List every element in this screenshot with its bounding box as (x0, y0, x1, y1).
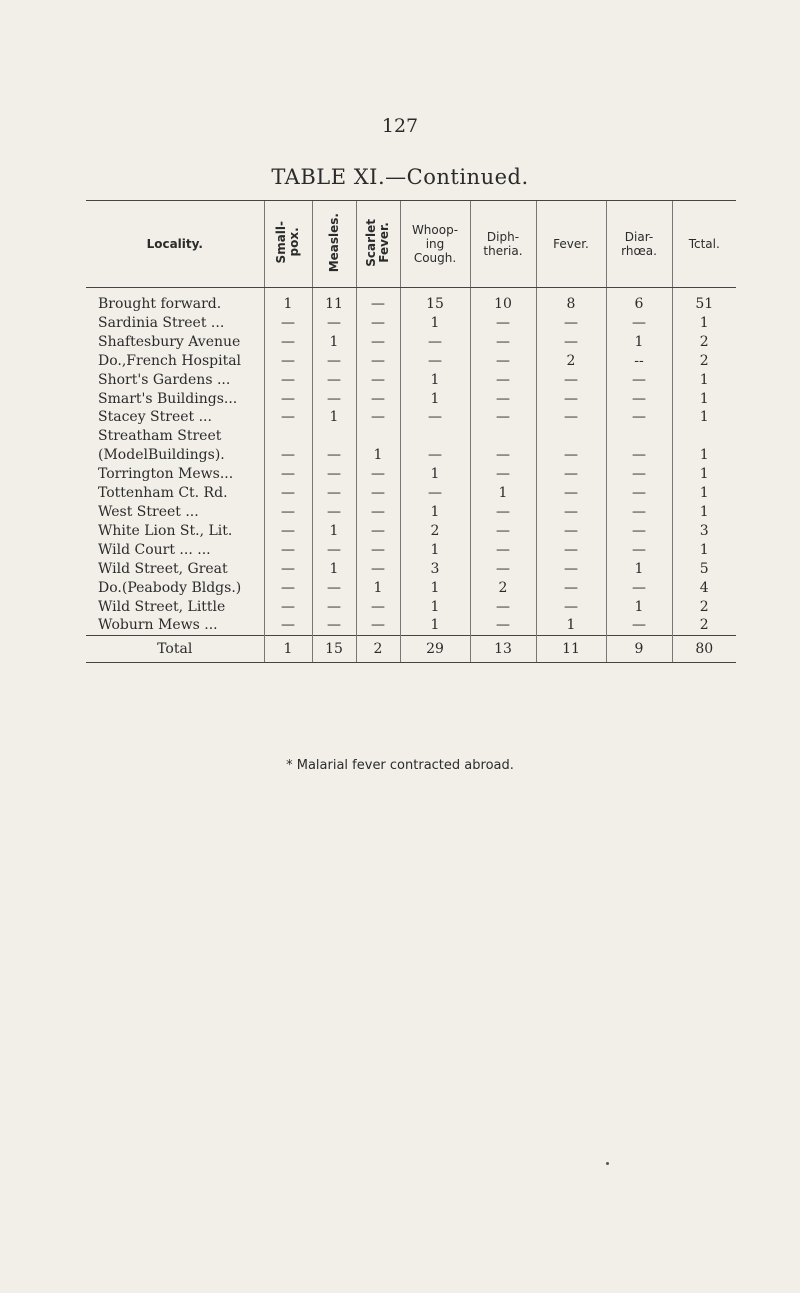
value-cell: 1 (400, 314, 470, 333)
value-cell: — (470, 541, 536, 560)
table-body (86, 288, 736, 636)
value-cell: 1 (312, 522, 356, 541)
locality-cell: Stacey Street ... (98, 409, 212, 426)
value-cell: — (312, 446, 356, 465)
value-cell: — (470, 446, 536, 465)
total-value: 1 (264, 636, 312, 663)
value-cell: — (264, 484, 312, 503)
locality-cell: Sardinia Street ... (98, 314, 225, 331)
header-diphtheria: Diph- theria. (470, 201, 536, 288)
value-cell: 1 (672, 541, 736, 560)
value-cell: — (356, 314, 400, 333)
locality-cell: White Lion St., Lit. (98, 522, 233, 539)
value-cell: 11 (312, 288, 356, 314)
value-cell (606, 427, 672, 446)
value-cell: — (606, 408, 672, 427)
total-value: 11 (536, 636, 606, 663)
value-cell: 1 (672, 465, 736, 484)
value-cell: — (312, 484, 356, 503)
value-cell: — (536, 371, 606, 390)
value-cell: 1 (672, 371, 736, 390)
value-cell: 1 (672, 484, 736, 503)
value-cell: — (356, 616, 400, 635)
value-cell: — (356, 390, 400, 409)
value-cell: — (264, 541, 312, 560)
table-row (86, 390, 736, 409)
value-cell: — (264, 560, 312, 579)
value-cell: — (264, 616, 312, 635)
value-cell: 51 (672, 288, 736, 314)
value-cell: — (356, 598, 400, 617)
value-cell: — (356, 522, 400, 541)
value-cell: — (606, 522, 672, 541)
value-cell: — (264, 408, 312, 427)
value-cell: — (606, 484, 672, 503)
value-cell: — (312, 352, 356, 371)
value-cell: 2 (470, 579, 536, 598)
value-cell: 1 (312, 333, 356, 352)
table-row (86, 522, 736, 541)
value-cell: 1 (400, 598, 470, 617)
value-cell: 1 (672, 314, 736, 333)
value-cell: — (264, 522, 312, 541)
value-cell: — (536, 484, 606, 503)
header-total: Tctal. (672, 201, 736, 288)
value-cell: 1 (672, 446, 736, 465)
value-cell: — (264, 465, 312, 484)
value-cell: — (356, 408, 400, 427)
value-cell: — (312, 390, 356, 409)
value-cell: 1 (470, 484, 536, 503)
disease-table-container (86, 200, 736, 663)
value-cell: — (356, 484, 400, 503)
footnote: * Malarial fever contracted abroad. (286, 758, 514, 773)
value-cell: — (312, 598, 356, 617)
value-cell: — (536, 503, 606, 522)
value-cell: — (264, 371, 312, 390)
value-cell: — (470, 314, 536, 333)
value-cell: — (356, 288, 400, 314)
total-label: Total (86, 636, 264, 663)
header-diarrhoea: Diar- rhœa. (606, 201, 672, 288)
value-cell: 6 (606, 288, 672, 314)
value-cell: 15 (400, 288, 470, 314)
value-cell: — (536, 408, 606, 427)
value-cell: — (536, 560, 606, 579)
table-row (86, 465, 736, 484)
value-cell: — (536, 446, 606, 465)
value-cell: — (470, 616, 536, 635)
value-cell: 1 (312, 560, 356, 579)
value-cell: — (606, 314, 672, 333)
value-cell: — (606, 390, 672, 409)
table-row (86, 314, 736, 333)
locality-cell: West Street ... (98, 503, 199, 520)
value-cell: — (264, 352, 312, 371)
value-cell: — (264, 579, 312, 598)
value-cell: 1 (672, 408, 736, 427)
value-cell: — (356, 503, 400, 522)
value-cell: — (536, 522, 606, 541)
total-row (86, 636, 736, 663)
table-row (86, 288, 736, 314)
value-cell: 1 (672, 503, 736, 522)
value-cell (672, 427, 736, 446)
locality-cell: Do.(Peabody Bldgs.) (98, 579, 242, 596)
table-row (86, 560, 736, 579)
value-cell: 1 (606, 333, 672, 352)
value-cell: 1 (400, 465, 470, 484)
table-row (86, 616, 736, 635)
value-cell: — (264, 446, 312, 465)
value-cell: — (606, 579, 672, 598)
value-cell: — (470, 560, 536, 579)
value-cell: — (264, 390, 312, 409)
value-cell: — (356, 560, 400, 579)
locality-cell: Shaftesbury Avenue (98, 333, 241, 350)
value-cell: — (356, 541, 400, 560)
locality-cell: Wild Street, Little (98, 598, 226, 615)
value-cell: — (312, 503, 356, 522)
value-cell: — (470, 371, 536, 390)
table-row (86, 408, 736, 427)
header-scarlet-fever: Scarlet Fever. (356, 201, 400, 288)
value-cell: 3 (672, 522, 736, 541)
value-cell: — (606, 616, 672, 635)
value-cell: 5 (672, 560, 736, 579)
value-cell: — (470, 522, 536, 541)
value-cell: 1 (356, 446, 400, 465)
value-cell: 4 (672, 579, 736, 598)
value-cell: — (470, 333, 536, 352)
value-cell: — (606, 446, 672, 465)
value-cell: — (264, 503, 312, 522)
value-cell: 1 (400, 371, 470, 390)
value-cell: — (470, 598, 536, 617)
value-cell: — (312, 616, 356, 635)
page-speck (606, 1162, 609, 1165)
value-cell (400, 427, 470, 446)
locality-cell: Streatham Street (98, 428, 222, 445)
value-cell: — (400, 446, 470, 465)
value-cell: — (312, 541, 356, 560)
value-cell: 10 (470, 288, 536, 314)
page-number: 127 (381, 115, 419, 137)
header-whooping-cough: Whoop- ing Cough. (400, 201, 470, 288)
table-row (86, 579, 736, 598)
value-cell: — (470, 352, 536, 371)
total-value: 2 (356, 636, 400, 663)
value-cell: 1 (606, 598, 672, 617)
value-cell: — (400, 333, 470, 352)
value-cell: 1 (672, 390, 736, 409)
value-cell (536, 427, 606, 446)
locality-cell: Smart's Buildings... (98, 390, 238, 407)
value-cell: 1 (356, 579, 400, 598)
value-cell (356, 427, 400, 446)
value-cell: — (312, 314, 356, 333)
header-fever: Fever. (536, 201, 606, 288)
value-cell: 2 (672, 333, 736, 352)
table-row (86, 427, 736, 446)
value-cell: — (356, 465, 400, 484)
value-cell: — (356, 352, 400, 371)
locality-cell: Short's Gardens ... (98, 371, 231, 388)
value-cell (264, 427, 312, 446)
header-measles: Measles. (312, 201, 356, 288)
value-cell: 2 (672, 616, 736, 635)
table-row (86, 484, 736, 503)
value-cell: 1 (536, 616, 606, 635)
table-row (86, 371, 736, 390)
locality-cell: Wild Court ... ... (98, 541, 211, 558)
table-title: TABLE XI.—Continued. (271, 165, 529, 189)
total-value: 29 (400, 636, 470, 663)
value-cell: — (470, 465, 536, 484)
value-cell: — (356, 333, 400, 352)
value-cell: — (470, 503, 536, 522)
value-cell: 3 (400, 560, 470, 579)
value-cell: — (264, 314, 312, 333)
value-cell: — (400, 352, 470, 371)
value-cell: 1 (264, 288, 312, 314)
value-cell: — (606, 371, 672, 390)
value-cell: 1 (400, 579, 470, 598)
value-cell: — (400, 484, 470, 503)
value-cell: 1 (400, 390, 470, 409)
value-cell: — (536, 465, 606, 484)
value-cell: — (312, 465, 356, 484)
locality-cell: (ModelBuildings). (98, 447, 225, 464)
locality-cell: Do.,French Hospital (98, 352, 242, 369)
value-cell: — (312, 371, 356, 390)
value-cell (470, 427, 536, 446)
table-row (86, 598, 736, 617)
value-cell (312, 427, 356, 446)
value-cell: — (536, 314, 606, 333)
value-cell: — (536, 390, 606, 409)
value-cell: 2 (672, 598, 736, 617)
value-cell: — (536, 598, 606, 617)
table-row (86, 541, 736, 560)
header-locality: Locality. (86, 201, 264, 288)
value-cell: — (264, 333, 312, 352)
value-cell: 1 (400, 503, 470, 522)
value-cell: — (606, 503, 672, 522)
value-cell: — (536, 579, 606, 598)
value-cell: — (470, 408, 536, 427)
value-cell: — (400, 408, 470, 427)
disease-table (86, 200, 736, 663)
table-row (86, 333, 736, 352)
table-row (86, 446, 736, 465)
value-cell: — (606, 541, 672, 560)
value-cell: -- (606, 352, 672, 371)
value-cell: — (536, 541, 606, 560)
table-row (86, 503, 736, 522)
value-cell: 2 (536, 352, 606, 371)
total-value: 13 (470, 636, 536, 663)
value-cell: — (312, 579, 356, 598)
total-value: 9 (606, 636, 672, 663)
value-cell: 1 (312, 408, 356, 427)
locality-cell: Torrington Mews... (98, 466, 234, 483)
total-value: 15 (312, 636, 356, 663)
value-cell: — (470, 390, 536, 409)
value-cell: — (356, 371, 400, 390)
locality-cell: Brought forward. (98, 296, 222, 312)
value-cell: — (264, 598, 312, 617)
value-cell: 1 (400, 541, 470, 560)
value-cell: 2 (400, 522, 470, 541)
value-cell: — (606, 465, 672, 484)
value-cell: — (536, 333, 606, 352)
header-smallpox: Small- pox. (264, 201, 312, 288)
table-row (86, 352, 736, 371)
value-cell: 1 (400, 616, 470, 635)
locality-cell: Woburn Mews ... (98, 617, 218, 634)
value-cell: 1 (606, 560, 672, 579)
locality-cell: Tottenham Ct. Rd. (98, 485, 228, 502)
value-cell: 2 (672, 352, 736, 371)
value-cell: 8 (536, 288, 606, 314)
locality-cell: Wild Street, Great (98, 560, 228, 577)
total-value: 80 (672, 636, 736, 663)
